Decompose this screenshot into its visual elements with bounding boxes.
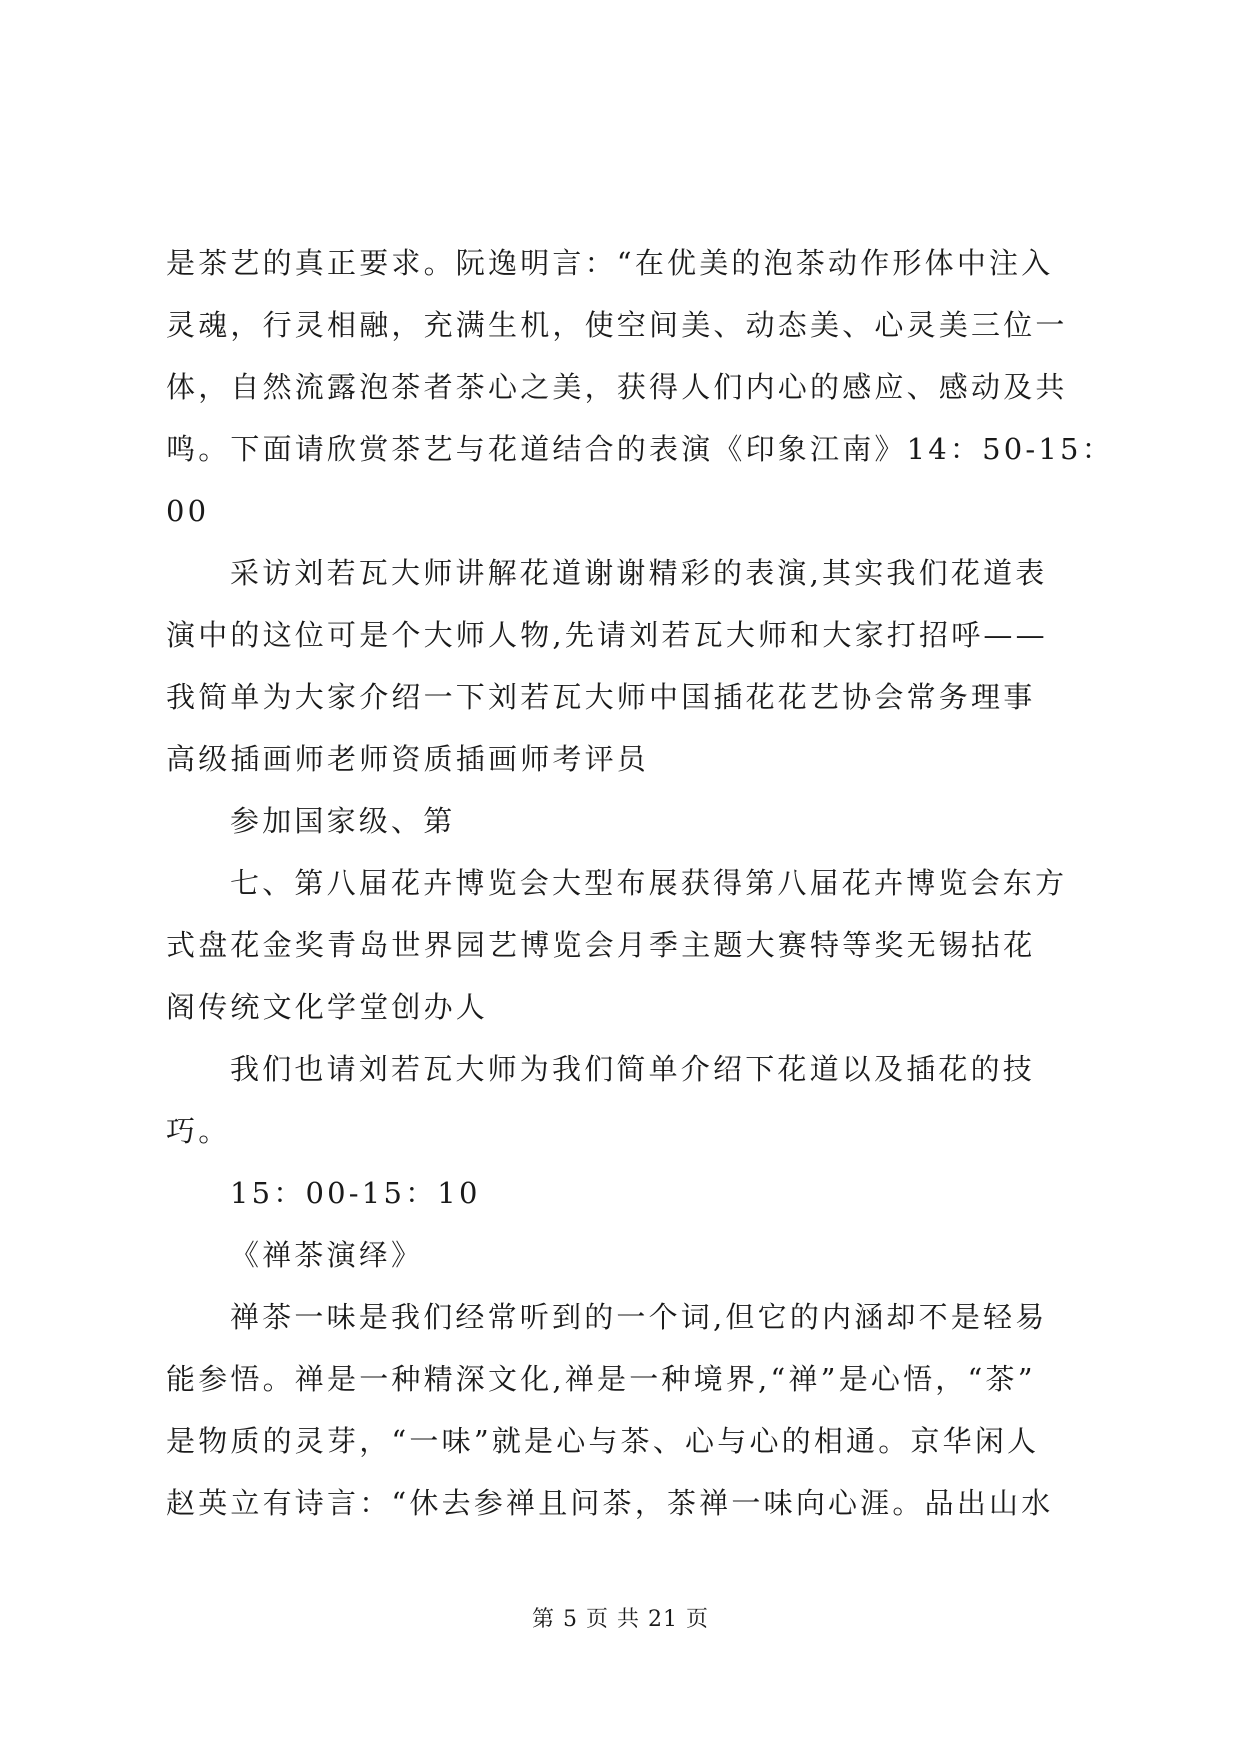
text-line: 赵英立有诗言：“休去参禅且问茶，茶禅一味向心涯。品出山水: [166, 1486, 1054, 1520]
text-line: 禅茶一味是我们经常听到的一个词,但它的内涵却不是轻易: [230, 1300, 1048, 1334]
text-line: 能参悟。禅是一种精深文化,禅是一种境界,“禅”是心悟，“茶”: [166, 1362, 1036, 1396]
text-line: 我们也请刘若瓦大师为我们简单介绍下花道以及插花的技: [230, 1052, 1036, 1086]
text-line: 采访刘若瓦大师讲解花道谢谢精彩的表演,其实我们花道表: [230, 556, 1048, 590]
text-line: 演中的这位可是个大师人物,先请刘若瓦大师和大家打招呼——: [166, 618, 1048, 652]
text-line: 式盘花金奖青岛世界园艺博览会月季主题大赛特等奖无锡拈花: [166, 928, 1036, 962]
text-line: 灵魂，行灵相融，充满生机，使空间美、动态美、心灵美三位一: [166, 308, 1068, 342]
text-line: 七、第八届花卉博览会大型布展获得第八届花卉博览会东方: [230, 866, 1068, 900]
text-line: 是物质的灵芽，“一味”就是心与茶、心与心的相通。京华闲人: [166, 1424, 1040, 1458]
text-line: 鸣。下面请欣赏茶艺与花道结合的表演《印象江南》14：50-15：: [166, 432, 1114, 466]
text-line: 参加国家级、第: [230, 804, 456, 838]
page-footer: 第 5 页 共 21 页: [532, 1607, 709, 1632]
text-line: 高级插画师老师资质插画师考评员: [166, 742, 650, 776]
text-line: 我简单为大家介绍一下刘若瓦大师中国插花花艺协会常务理事: [166, 680, 1036, 714]
text-line: 巧。: [166, 1114, 231, 1148]
text-line: 15：00-15：10: [230, 1176, 481, 1210]
text-line: 是茶艺的真正要求。阮逸明言：“在优美的泡茶动作形体中注入: [166, 246, 1054, 280]
body-text: [166, 232, 1114, 1534]
text-line: 体，自然流露泡茶者茶心之美，获得人们内心的感应、感动及共: [166, 370, 1068, 404]
text-line: 00: [166, 494, 210, 528]
text-line: 《禅茶演绎》: [230, 1238, 424, 1272]
text-line: 阁传统文化学堂创办人: [166, 990, 489, 1024]
